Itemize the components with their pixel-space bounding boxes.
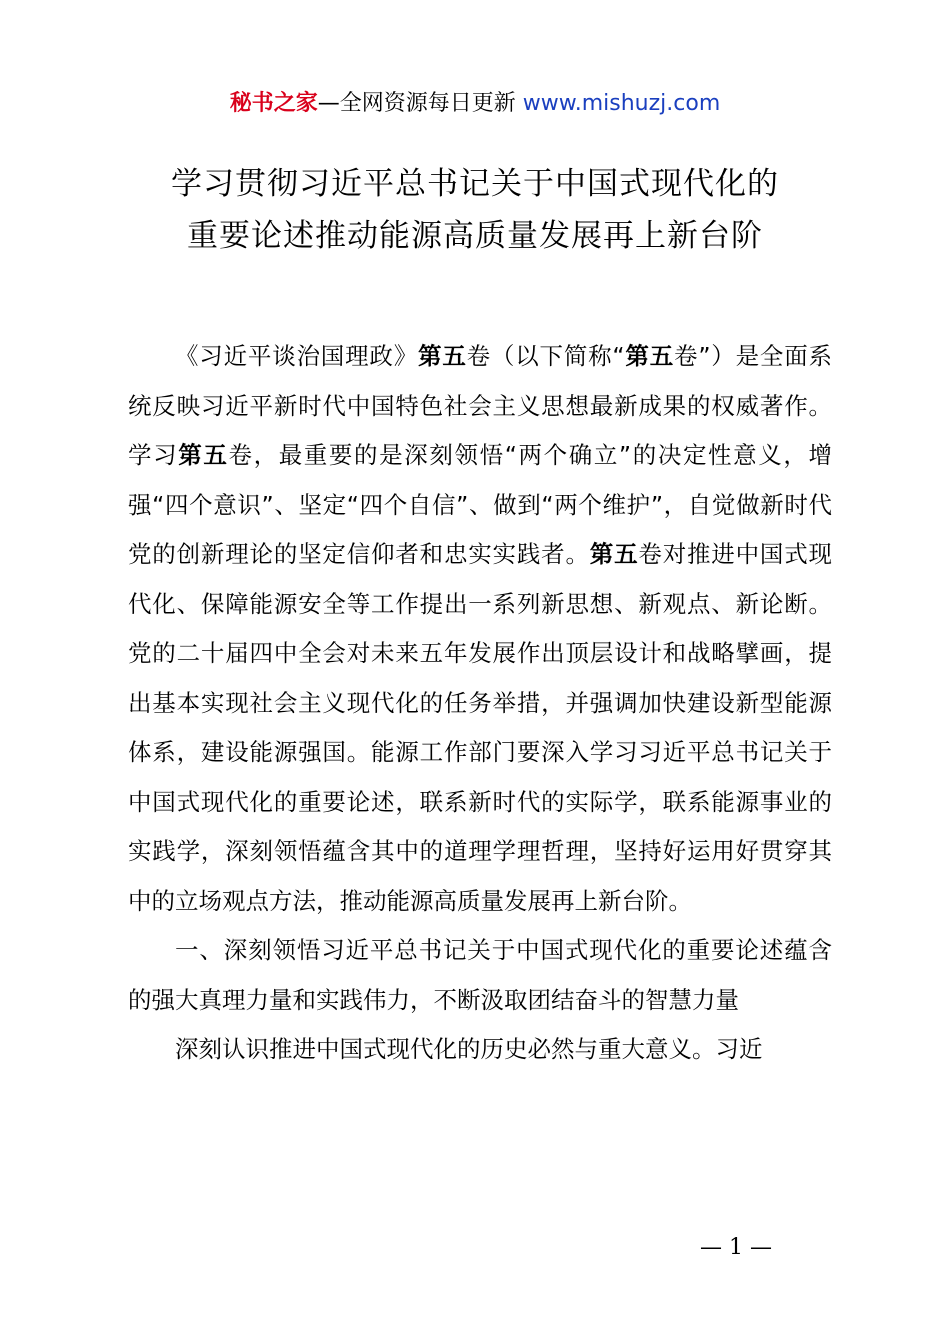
site-url-link[interactable]: www.mishuzj.com [522,91,721,116]
document-body [128,332,832,1075]
intro-text-5: 卷对推进中国式现代化、保障能源安全等工作提出一系列新思想、新观点、新论断。党的二十届四中全会对未来五年发展作出顶层设计和战略擘画，提出基本实现社会主义现代化的任务举措，并强调加快建设新型能源体系，建设能源强国。能源工作部门要深入学习习近平总书记关于中国式现代化的重要论述，联系新时代的实际学，联系能源事业的实践学，深刻领悟蕴含其中的道理学理哲理，坚持好运用好贯穿其中的立场观点方法，推动能源高质量发展再上新台阶。 [128,540,833,915]
intro-text-4: 卷，最重要的是深刻领悟“两个确立”的决定性意义，增强“四个意识”、坚定“四个自信”、做到“两个维护”，自觉做新时代党的创新理论的坚定信仰者和忠实实践者。 [128,441,833,568]
title-line-2: 重要论述推动能源高质量发展再上新台阶 [187,218,763,254]
intro-paragraph [128,332,832,926]
section-1-paragraph: 深刻认识推进中国式现代化的历史必然与重大意义。习近 [175,1035,763,1063]
site-brand: 秘书之家 [229,91,318,116]
page-number: — 1 — [700,1235,772,1260]
site-header [0,86,950,122]
intro-bold-4: 第五 [589,540,639,568]
intro-text-1: 《习近平谈治国理政》 [175,342,419,370]
intro-bold-1: 第五 [418,342,467,370]
intro-text-3: 卷”）是全面系统反映习近平新时代中国特色社会主义思想最新成果的权威著作。学习 [128,342,832,469]
intro-text-2: 卷（以下简称“ [466,342,625,370]
title-line-1: 学习贯彻习近平总书记关于中国式现代化的 [171,166,779,202]
site-slogan: —全网资源每日更新 [317,91,516,116]
intro-bold-2: 第五 [624,342,675,370]
intro-bold-3: 第五 [178,441,229,469]
section-heading-1: 一、深刻领悟习近平总书记关于中国式现代化的重要论述蕴含的强大真理力量和实践伟力，不断汲取团结奋斗的智慧力量 [128,936,832,1014]
document-title [100,158,850,262]
